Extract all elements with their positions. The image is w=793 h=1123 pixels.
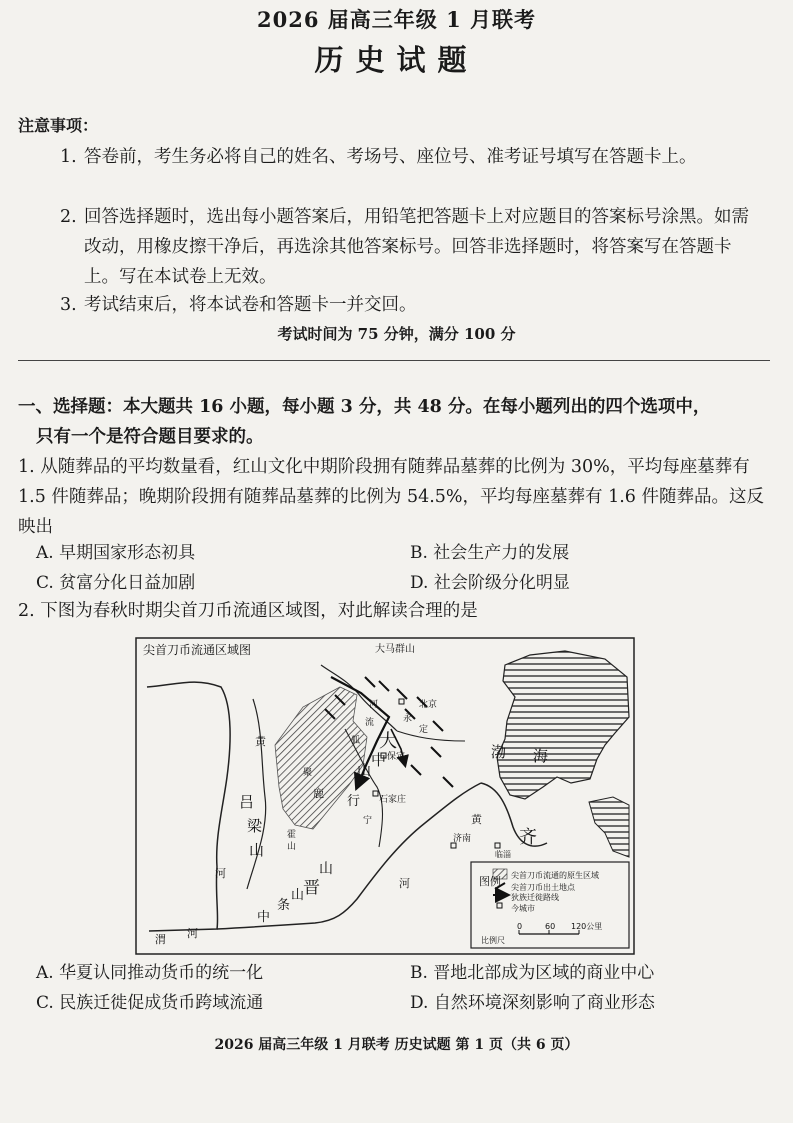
question-2-option-d: D. 自然环境深刻影响了商业形态 [410, 993, 655, 1013]
notice-heading: 注意事项： [18, 116, 99, 135]
scale-tick-0: 0 [517, 922, 523, 931]
label-huo: 霍 [287, 830, 297, 840]
label-beijing: 北京 [419, 700, 438, 710]
question-1-option-c: C. 贫富分化日益加剧 [36, 573, 196, 593]
divider [18, 360, 770, 361]
label-huang2: 黄 [471, 813, 482, 826]
label-bohai-1: 渤 [491, 743, 507, 761]
notice-item-number: 1. [60, 147, 77, 167]
subject-title: 历史试题 [314, 43, 479, 77]
question-1-option-b: B. 社会生产力的发展 [410, 543, 570, 563]
label-zhong: 中 [371, 751, 387, 769]
question-2-option-c: C. 民族迁徙促成货币跨域流通 [36, 993, 264, 1013]
label-he4: 河 [399, 877, 410, 890]
label-hu: 狐 [351, 736, 361, 746]
section-heading [18, 392, 780, 452]
section-title: 一、选择题：本大题共 16 小题，每小题 3 分，共 48 分。在每小题列出的四个选项中， [18, 397, 711, 417]
exam-time-line: 考试时间为 75 分钟，满分 100 分 [277, 325, 516, 343]
question-1-stem: 1. 从随葬品的平均数量看，红山文化中期阶段拥有随葬品墓葬的比例为 30%，平均每座墓葬有 1.5 件随葬品；晚期阶段拥有随葬品墓葬的比例为 54.5%，平均每座墓葬有 1.6 件随葬品。这反映出 [18, 457, 765, 537]
label-ding: 定 [419, 725, 429, 735]
label-he3: 河 [215, 867, 226, 880]
label-bohai-2: 海 [533, 747, 549, 765]
label-zhong-tiao: 中 [257, 910, 271, 925]
label-taihang: 行 [347, 794, 361, 809]
label-shan2: 山 [287, 842, 297, 852]
label-yong: 永 [403, 714, 413, 724]
legend-item-find: 尖首刀币出土地点 [511, 883, 575, 892]
label-lv: 吕 [239, 793, 255, 811]
label-lu: 鹿 [313, 787, 324, 800]
question-2-stem: 2. 下图为春秋时期尖首刀币流通区域图，对此解读合理的是 [18, 601, 478, 621]
notice-item-text: 回答选择题时，选出每小题答案后，用铅笔把答题卡上对应题目的答案标号涂黑。如需改动，用橡皮擦干净后，再选涂其他答案标号。回答非选择题时，将答案写在答题卡上。写在本试卷上无效。 [84, 207, 749, 287]
label-shan3: 山 [319, 861, 333, 877]
label-shan4: 山 [291, 888, 305, 903]
label-huang1: 黄 [255, 735, 266, 748]
legend-title: 图例 [479, 875, 501, 888]
label-tiao: 条 [277, 898, 291, 913]
notice-item-text: 答卷前，考生务必将自己的姓名、考场号、座位号、准考证号填写在答题卡上。 [84, 147, 697, 167]
notice-item-number: 3. [60, 295, 77, 315]
map-title: 尖首刀币流通区域图 [143, 643, 252, 657]
label-liu: 流 [365, 718, 375, 728]
label-damaqun: 大马群山 [375, 644, 415, 655]
exam-title: 2026 届高三年级 1 月联考 [257, 7, 536, 32]
scale-tick-60: 60 [545, 922, 556, 931]
label-da: 大 [379, 731, 397, 752]
page-footer: 2026 届高三年级 1 月联考 历史试题 第 1 页（共 6 页） [214, 1037, 579, 1053]
section-subtitle: 只有一个是符合题目要求的。 [36, 427, 264, 447]
notice-item-text: 考试结束后，将本试卷和答题卡一并交回。 [84, 295, 417, 315]
label-shan: 山 [357, 763, 371, 779]
label-shan1: 山 [249, 841, 265, 859]
notice-item-2 [60, 202, 750, 292]
label-baoding: 保定 [387, 752, 406, 762]
notice-item-1 [60, 142, 750, 172]
legend-item-area: 尖首刀币流通的原生区域 [511, 871, 599, 880]
label-he2: 河 [187, 927, 198, 940]
label-jinan: 济南 [453, 834, 472, 844]
legend-item-route: 狄族迁徙路线 [511, 893, 559, 902]
label-ning: 宁 [363, 816, 373, 826]
label-linzi: 临淄 [495, 850, 511, 859]
scale-label: 比例尺 [481, 936, 505, 945]
legend-swatch-city [497, 903, 502, 908]
notice-item-number: 2. [60, 207, 77, 227]
notice-item-3 [60, 290, 750, 320]
question-2-option-b: B. 晋地北部成为区域的商业中心 [410, 963, 655, 983]
question-1-option-d: D. 社会阶级分化明显 [410, 573, 570, 593]
label-jin: 晋 [303, 878, 320, 898]
label-he1: 河 [369, 700, 379, 710]
legend-item-city: 今城市 [511, 904, 535, 913]
label-wei: 渭 [155, 933, 166, 946]
scale-tick-120: 120公里 [571, 922, 603, 931]
label-shijiazhuang: 石家庄 [379, 795, 407, 805]
currency-map [135, 637, 635, 955]
question-2-option-a: A. 华夏认同推动货币的统一化 [36, 963, 264, 983]
question-1-option-a: A. 早期国家形态初具 [36, 543, 196, 563]
label-juxian: 聚 [303, 768, 313, 778]
label-qi: 齐 [519, 827, 537, 848]
label-liang: 梁 [247, 817, 263, 835]
